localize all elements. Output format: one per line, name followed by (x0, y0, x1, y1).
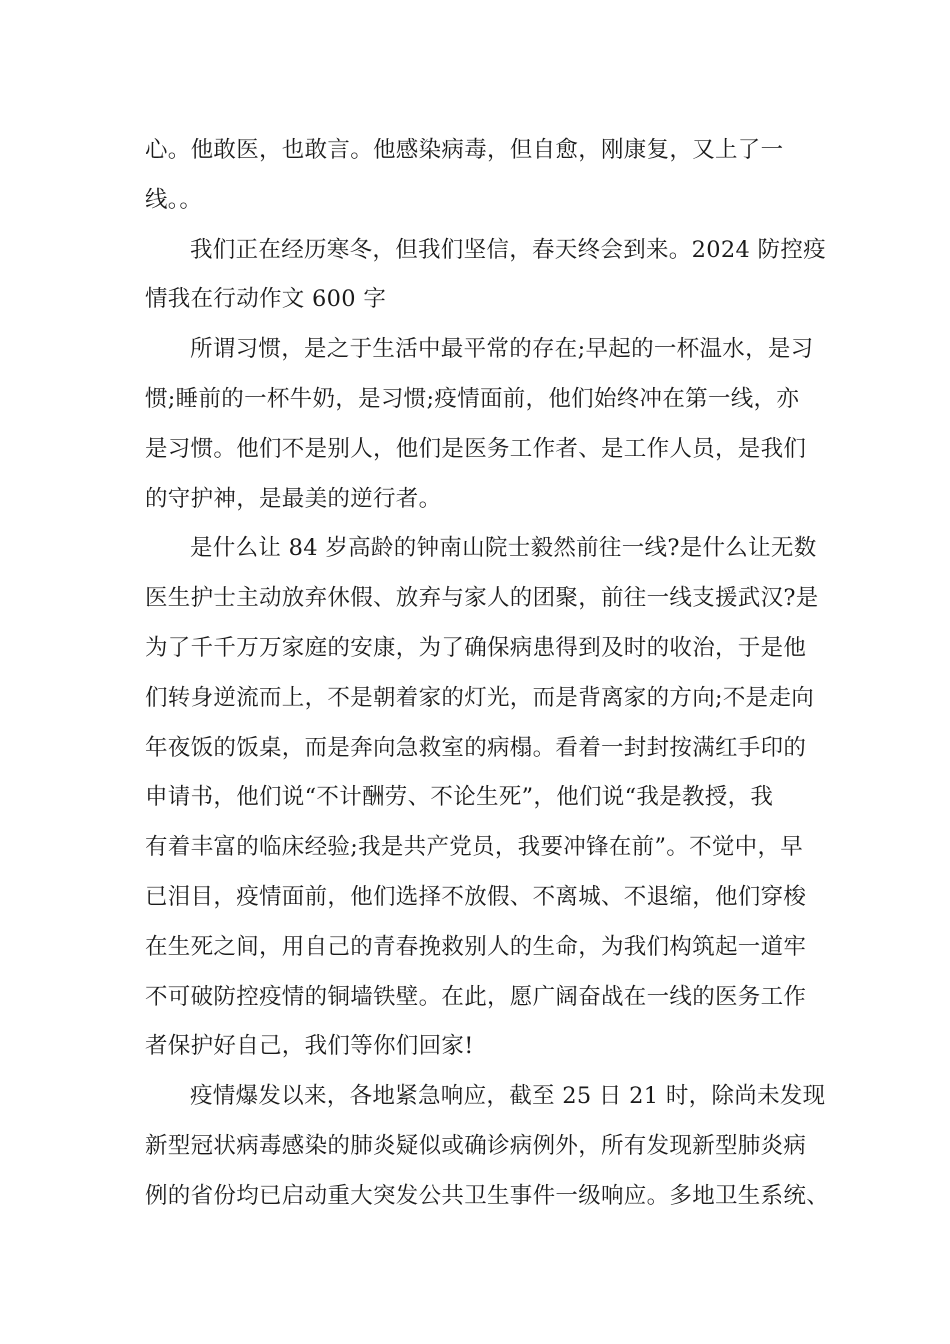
text-line: 有着丰富的临床经验;我是共产党员，我要冲锋在前”。不觉中，早 (145, 834, 804, 861)
text-line: 我们正在经历寒冬，但我们坚信，春天终会到来。2024 防控疫 (190, 236, 826, 263)
text-line: 者保护好自己，我们等你们回家! (145, 1033, 474, 1060)
document-body (145, 126, 830, 1222)
text-line: 疫情爆发以来，各地紧急响应，截至 25 日 21 时，除尚未发现 (190, 1083, 826, 1110)
text-line: 新型冠状病毒感染的肺炎疑似或确诊病例外，所有发现新型肺炎病 (145, 1132, 807, 1159)
paragraph-1 (145, 126, 823, 226)
text-line: 是什么让 84 岁高龄的钟南山院士毅然前往一线?是什么让无数 (190, 535, 817, 562)
text-line: 例的省份均已启动重大突发公共卫生事件一级响应。多地卫生系统、 (145, 1182, 830, 1209)
text-line: 为了千千万万家庭的安康，为了确保病患得到及时的收治，于是他 (145, 634, 807, 661)
text-line: 们转身逆流而上，不是朝着家的灯光，而是背离家的方向;不是走向 (145, 684, 815, 711)
text-line: 年夜饭的饭桌，而是奔向急救室的病榻。看着一封封按满红手印的 (145, 734, 807, 761)
paragraph-5 (145, 1072, 830, 1221)
paragraph-4 (145, 524, 823, 1072)
text-line: 申请书，他们说“不计酬劳、不论生死”，他们说“我是教授，我 (145, 784, 774, 811)
paragraph-2 (145, 226, 826, 326)
paragraph-3 (145, 325, 823, 524)
text-line: 医生护士主动放弃休假、放弃与家人的团聚，前往一线支援武汉?是 (145, 585, 819, 612)
text-line: 线。。 (145, 186, 203, 213)
text-line: 惯;睡前的一杯牛奶，是习惯;疫情面前，他们始终冲在第一线，亦 (145, 385, 800, 412)
text-line: 在生死之间，用自己的青春挽救别人的生命，为我们构筑起一道牢 (145, 933, 807, 960)
text-line: 是习惯。他们不是别人，他们是医务工作者、是工作人员，是我们 (145, 435, 807, 462)
text-line: 所谓习惯，是之于生活中最平常的存在;早起的一杯温水，是习 (190, 336, 814, 363)
text-line: 情我在行动作文 600 字 (145, 286, 387, 313)
text-line: 心。他敢医，也敢言。他感染病毒，但自愈，刚康复，又上了一 (145, 137, 784, 163)
text-line: 不可破防控疫情的铜墙铁壁。在此，愿广阔奋战在一线的医务工作 (145, 983, 807, 1010)
text-line: 已泪目，疫情面前，他们选择不放假、不离城、不退缩，他们穿梭 (145, 883, 807, 910)
text-line: 的守护神，是最美的逆行者。 (145, 485, 442, 512)
